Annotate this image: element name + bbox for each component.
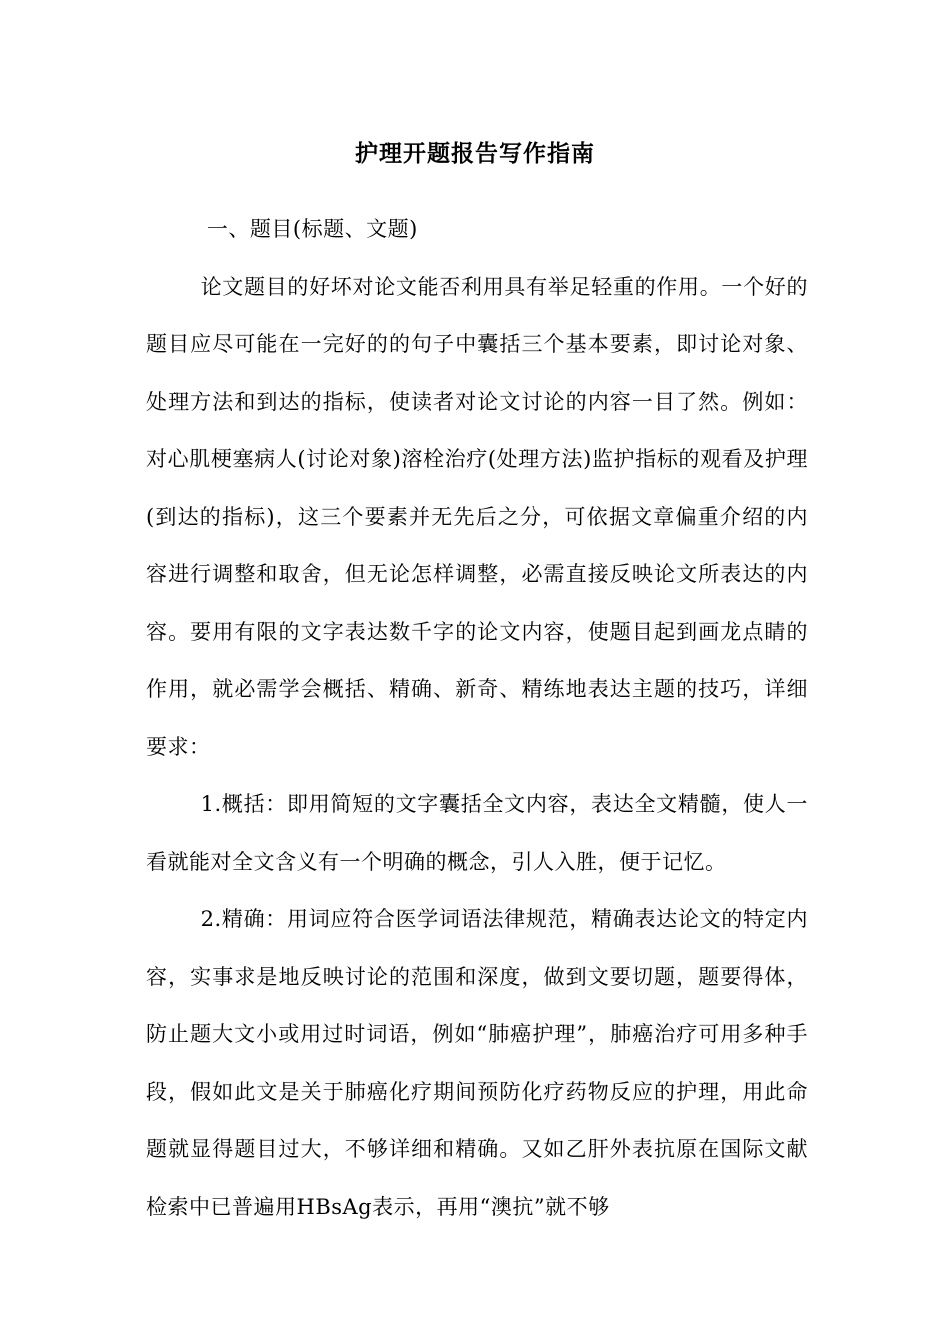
paragraph-point-2: 2.精确：用词应符合医学词语法律规范，精确表达论文的特定内容，实事求是地反映讨论的范围和深度，做到文要切题，题要得体，防止题大文小或用过时词语，例如“肺癌护理”，肺癌治疗可用多种手段，假如此文是关于肺癌化疗期间预防化疗药物反应的护理，用此命题就显得题目过大，不够详细和精确。又如乙肝外表抗原在国际文献检索中已普遍用HBsAg表示，再用“澳抗”就不够	[146, 907, 808, 1219]
document-body	[146, 201, 808, 1236]
document-title: 护理开题报告写作指南	[355, 141, 595, 167]
paragraph-point-1: 1.概括：即用简短的文字囊括全文内容，表达全文精髓，使人一看就能对全文含义有一个明确的概念，引人入胜，便于记忆。	[146, 792, 808, 874]
section-heading: 一、题目(标题、文题)	[206, 217, 418, 241]
paragraph-intro: 论文题目的好坏对论文能否利用具有举足轻重的作用。一个好的题目应尽可能在一完好的的句子中囊括三个基本要素，即讨论对象、处理方法和到达的指标，使读者对论文讨论的内容一目了然。例如：对心肌梗塞病人(讨论对象)溶栓治疗(处理方法)监护指标的观看及护理(到达的指标)，这三个要素并无先后之分，可依据文章偏重介绍的内容进行调整和取舍，但无论怎样调整，必需直接反映论文所表达的内容。要用有限的文字表达数千字的论文内容，使题目起到画龙点睛的作用，就必需学会概括、精确、新奇、精练地表达主题的技巧，详细要求：	[146, 274, 808, 759]
